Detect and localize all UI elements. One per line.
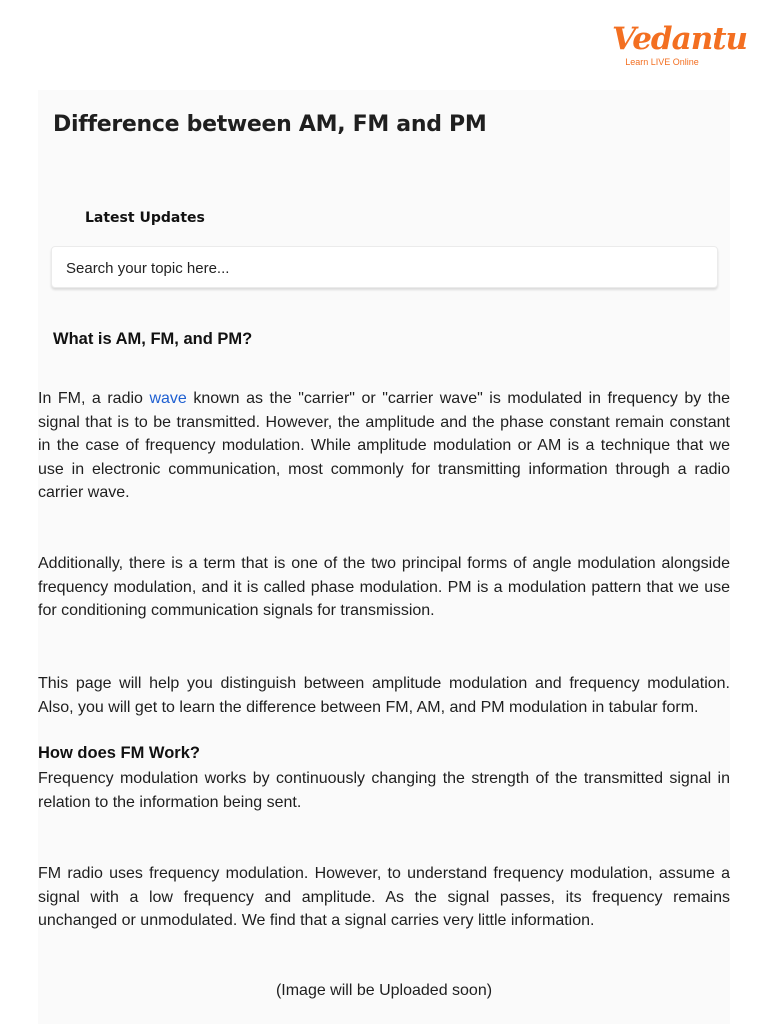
paragraph-fm-radio: FM radio uses frequency modulation. However, to understand frequency modulation, assume a signal with a low frequency and amplitude. As the signal passes, its frequency remains unchanged or unmodulated. We find that a signal carries very little information. — [38, 865, 730, 929]
search-input[interactable] — [66, 257, 686, 279]
paragraph-page-purpose: This page will help you distinguish between amplitude modulation and frequency modulation. Also, you will get to learn the difference between FM, AM, and PM modulation in tabular form. — [38, 675, 730, 716]
vedantu-logo[interactable] — [612, 21, 748, 67]
paragraph-intro-text-1: In FM, a radio — [38, 390, 150, 407]
paragraph-phase-modulation: Additionally, there is a term that is one of the two principal forms of angle modulation alongside frequency modulation, and it is called phase modulation. PM is a modulation pattern that we use for conditioning communication signals for transmission. — [38, 555, 730, 619]
latest-updates-label[interactable]: Latest Updates — [85, 210, 205, 226]
paragraph-intro — [38, 387, 730, 505]
article-content — [38, 90, 730, 1024]
paragraph-intro-text-2: known as the "carrier" or "carrier wave" is modulated in frequency by the signal that is to be transmitted. However, the amplitude and the phase constant remain constant in the case of frequency modulation. While amplitude modulation or AM is a technique that we use in electronic communication, most commonly for transmitting information through a radio carrier wave. — [38, 390, 730, 501]
section-heading-how-fm: How does FM Work? — [38, 744, 200, 762]
logo-wordmark: Vedantu — [612, 21, 748, 57]
wave-link[interactable]: wave — [149, 390, 187, 407]
paragraph-fm-works: Frequency modulation works by continuously changing the strength of the transmitted signal in relation to the information being sent. — [38, 770, 730, 811]
page-title: Difference between AM, FM and PM — [53, 112, 487, 137]
image-placeholder-caption: (Image will be Uploaded soon) — [275, 982, 493, 999]
section-heading-what-is: What is AM, FM, and PM? — [53, 330, 253, 348]
logo-tagline: Learn LIVE Online — [625, 57, 699, 67]
search-box[interactable] — [51, 246, 718, 288]
